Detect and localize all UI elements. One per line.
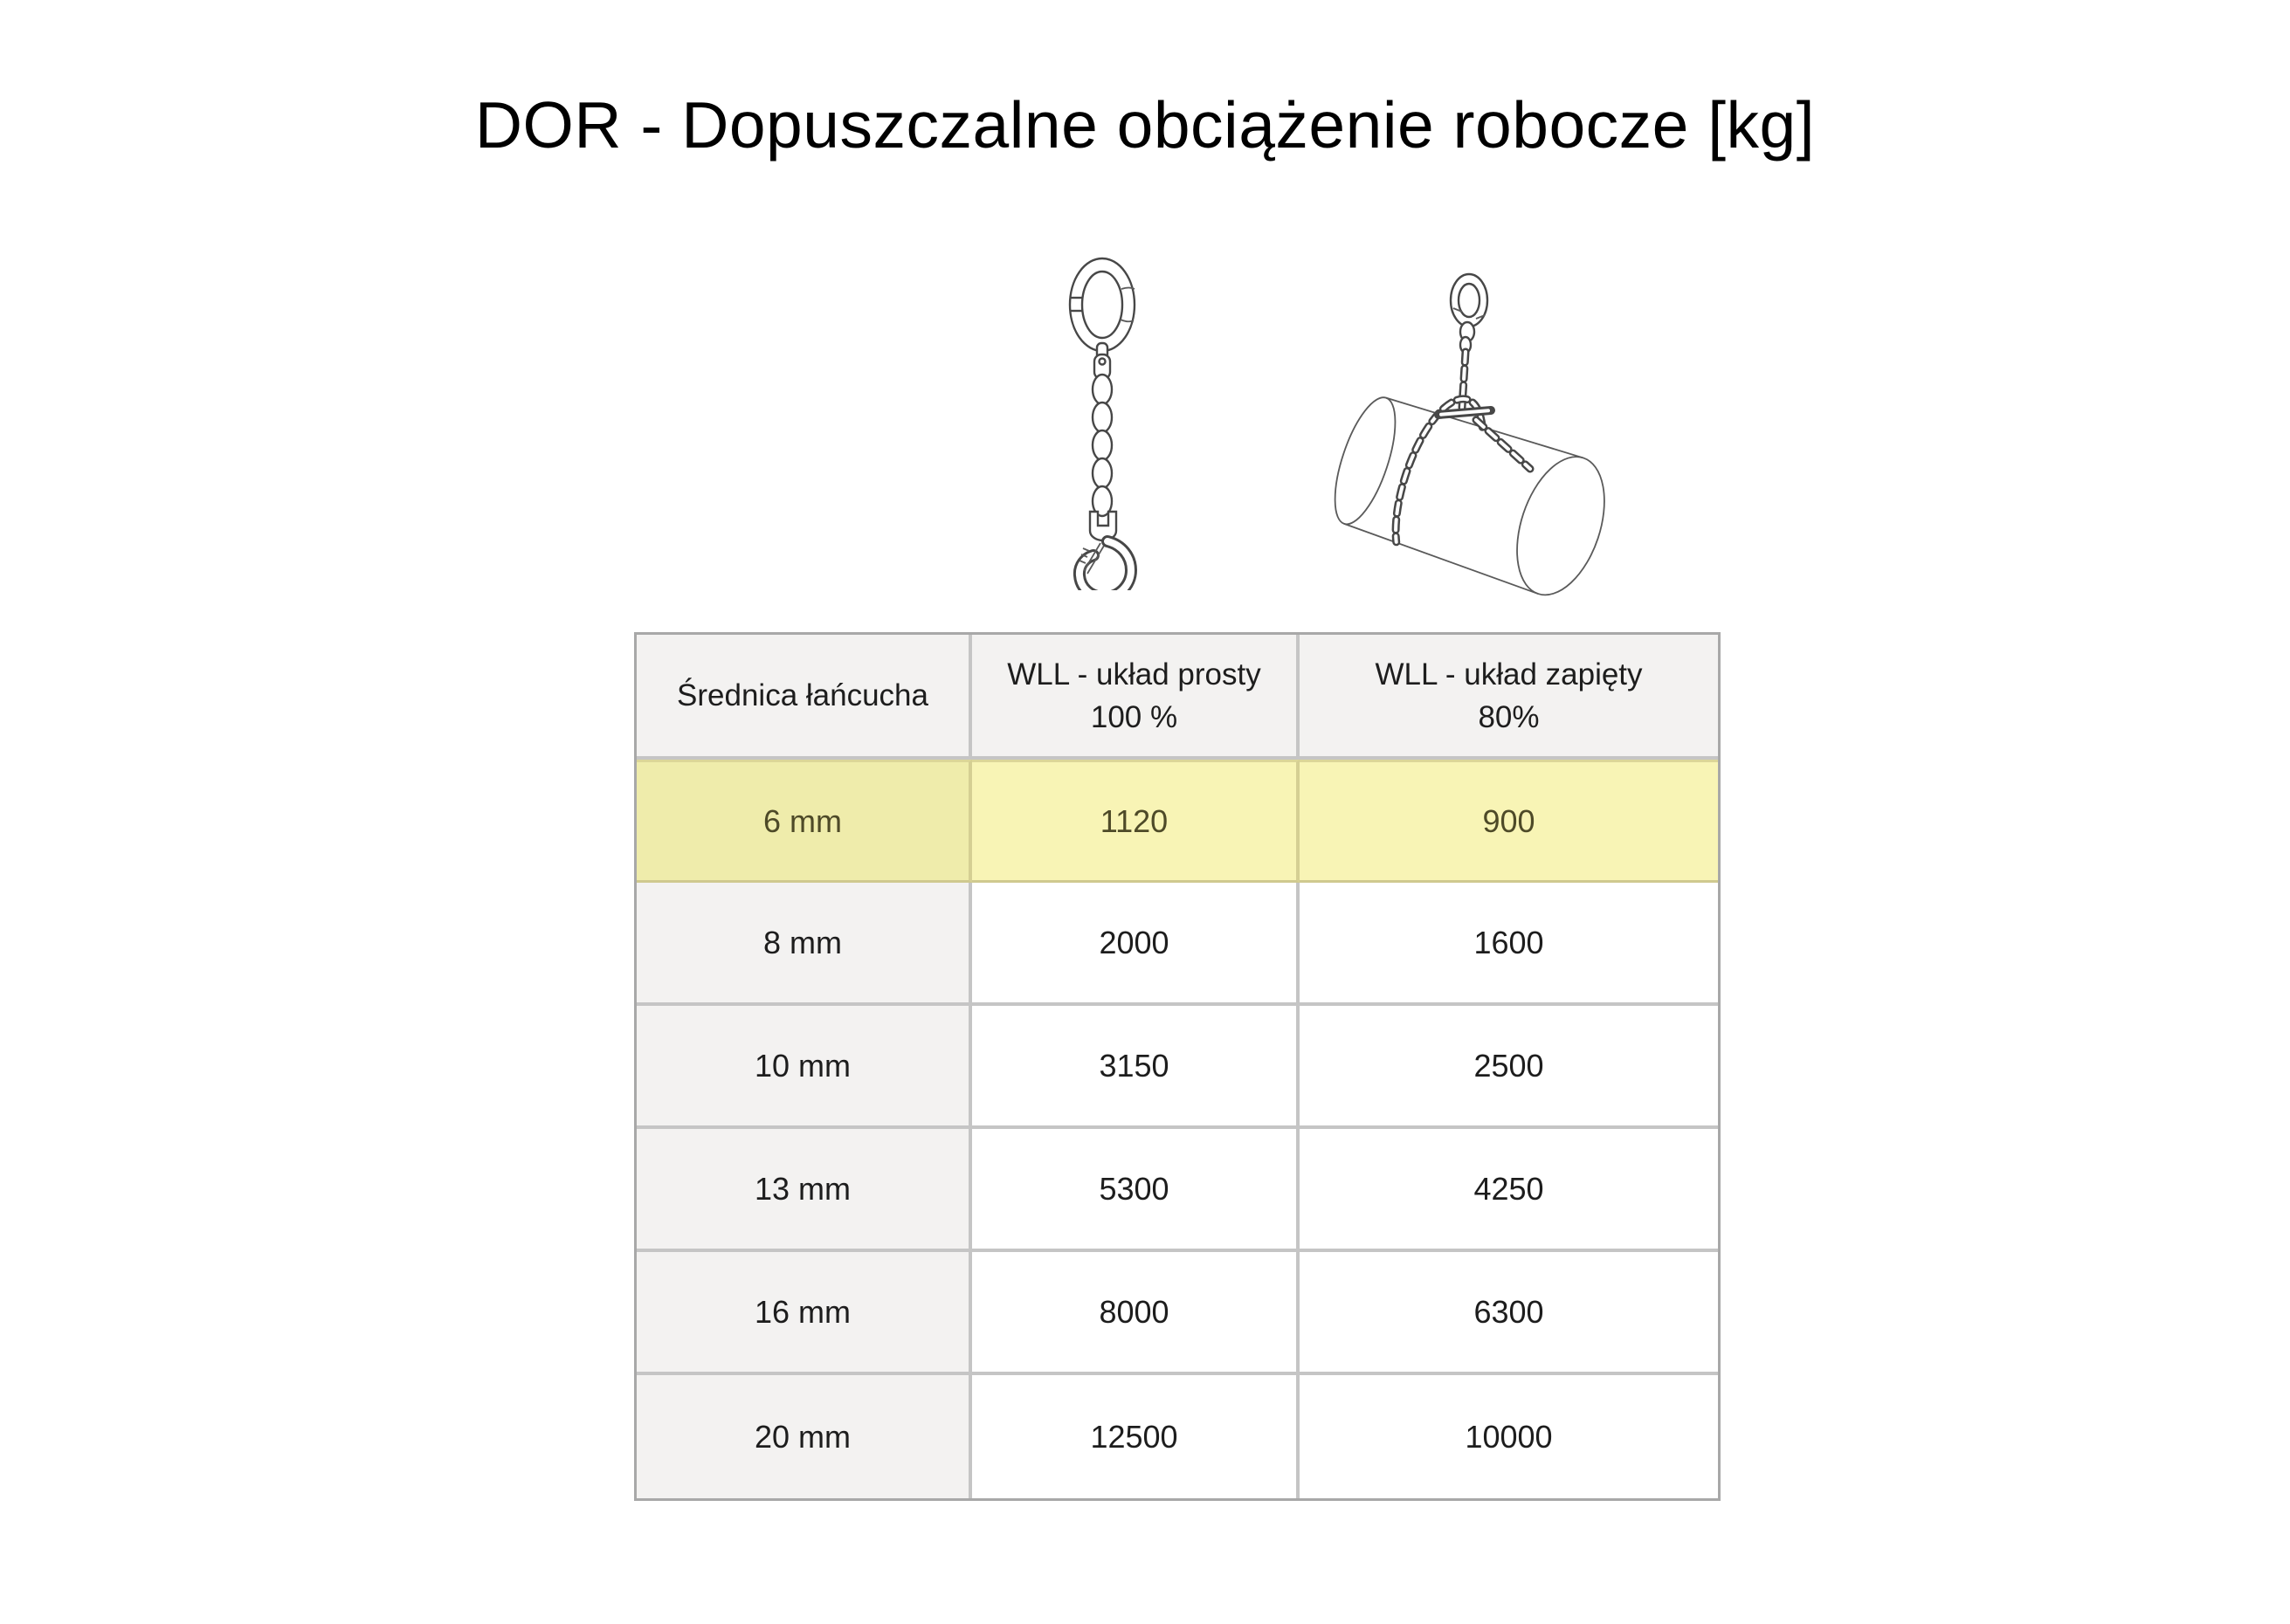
connector-links-icon <box>1460 322 1474 353</box>
cell-wll-80: 6300 <box>1300 1252 1718 1375</box>
cell-wll-80: 4250 <box>1300 1129 1718 1252</box>
cell-diameter: 13 mm <box>637 1129 972 1252</box>
col-header-wll-choked <box>1300 635 1718 760</box>
cell-wll-100: 3150 <box>972 1006 1300 1129</box>
choke-bar-icon <box>1438 410 1491 415</box>
cell-diameter: 16 mm <box>637 1252 972 1375</box>
cell-diameter: 6 mm <box>637 760 972 883</box>
col-header-label: WLL - układ zapięty <box>1375 657 1643 692</box>
table-row-20mm <box>637 1375 1718 1498</box>
cell-wll-80: 2500 <box>1300 1006 1718 1129</box>
single-leg-chain-sling-illustration <box>1045 253 1162 590</box>
cell-diameter: 10 mm <box>637 1006 972 1129</box>
cell-wll-80: 900 <box>1300 760 1718 883</box>
cell-wll-100: 8000 <box>972 1252 1300 1375</box>
cell-wll-100: 12500 <box>972 1375 1300 1498</box>
table-header-row <box>637 635 1718 760</box>
cell-wll-80: 1600 <box>1300 883 1718 1006</box>
cylinder-icon <box>1321 386 1620 607</box>
choke-hitch-cylinder-illustration <box>1282 247 1649 614</box>
cell-wll-80: 10000 <box>1300 1375 1718 1498</box>
sling-hook-icon <box>1079 512 1131 590</box>
cell-wll-100: 2000 <box>972 883 1300 1006</box>
col-header-label: Średnica łańcucha <box>677 678 928 712</box>
cell-wll-100: 5300 <box>972 1129 1300 1252</box>
col-header-sublabel: 100 % <box>1090 699 1178 734</box>
cell-wll-100: 1120 <box>972 760 1300 883</box>
chain-links-icon <box>1093 375 1112 516</box>
col-header-label: WLL - układ prosty <box>1007 657 1261 692</box>
col-header-sublabel: 80% <box>1478 699 1540 734</box>
table-row-16mm <box>637 1252 1718 1375</box>
cell-diameter: 20 mm <box>637 1375 972 1498</box>
top-ring-icon <box>1451 274 1487 327</box>
col-header-wll-straight <box>972 635 1300 760</box>
table-row-8mm <box>637 883 1718 1006</box>
col-header-chain-diameter <box>637 635 972 760</box>
wll-table <box>634 632 1721 1501</box>
cell-diameter: 8 mm <box>637 883 972 1006</box>
table-row-6mm-highlighted <box>637 760 1718 883</box>
table-row-10mm <box>637 1006 1718 1129</box>
master-link-icon <box>1070 258 1135 351</box>
page-title: DOR - Dopuszczalne obciążenie robocze [kg] <box>474 88 1816 162</box>
table-row-13mm <box>637 1129 1718 1252</box>
